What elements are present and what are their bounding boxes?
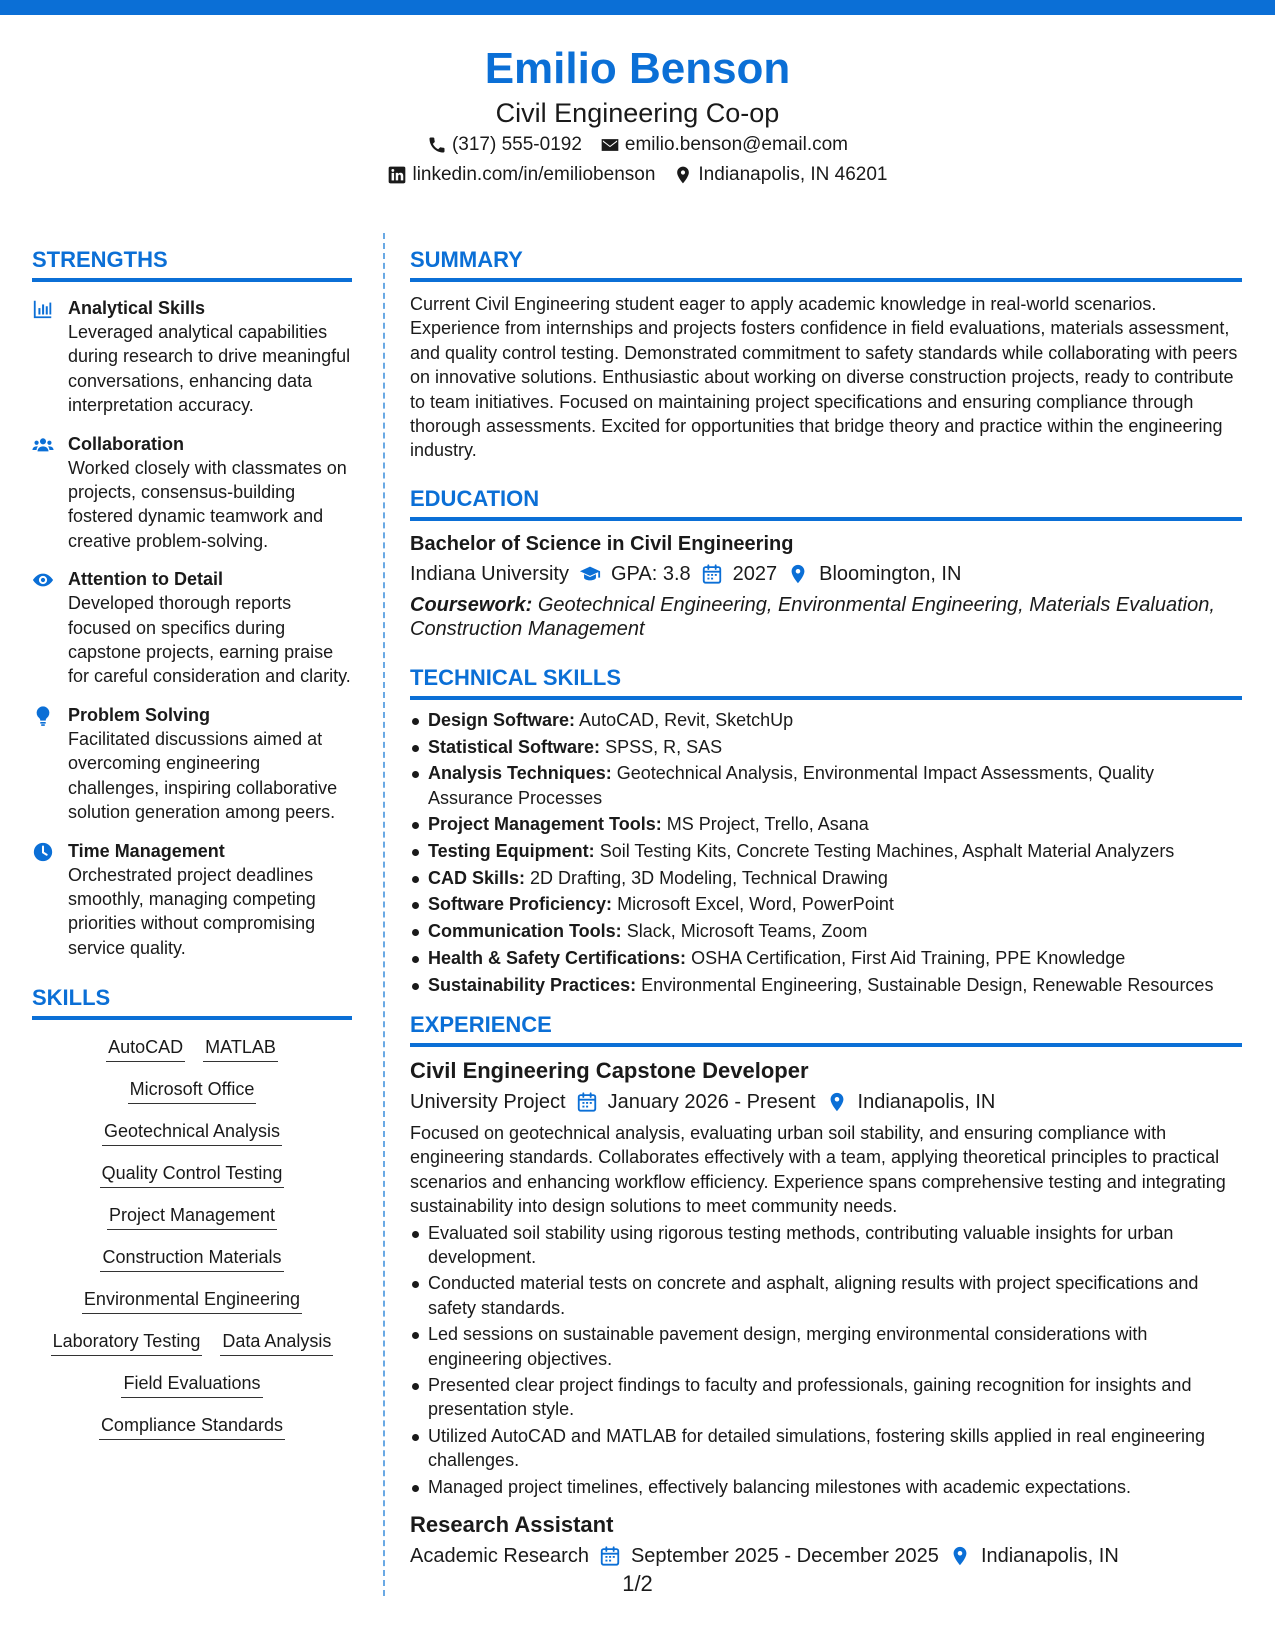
job-title: Civil Engineering Capstone Developer	[410, 1057, 809, 1083]
gpa-text: GPA: 3.8	[610, 562, 691, 585]
job-meta	[410, 1087, 1242, 1117]
skill-row	[51, 1330, 334, 1356]
location-contact	[673, 160, 887, 190]
strength-item	[32, 296, 352, 418]
graduation-year: 2027	[732, 562, 778, 585]
tech-skill-label: Project Management Tools:	[428, 814, 662, 835]
experience-heading: EXPERIENCE	[410, 1011, 1242, 1047]
skill-tag: Project Management	[107, 1204, 277, 1230]
tech-skill-value: Geotechnical Analysis, Environmental Impact Assessments, Quality Assurance Processes	[428, 763, 1154, 808]
calendar-icon	[701, 563, 723, 585]
skill-row	[100, 1162, 285, 1188]
map-pin-icon	[949, 1545, 971, 1567]
job-location: Indianapolis, IN	[857, 1090, 996, 1113]
strength-desc: Orchestrated project deadlines smoothly, managing competing priorities without compromising service quality.	[68, 864, 316, 958]
strength-desc: Facilitated discussions aimed at overcoming engineering challenges, inspiring collaborative solution generation among peers.	[68, 728, 338, 823]
users-icon	[32, 432, 54, 554]
strengths-heading: STRENGTHS	[32, 246, 352, 282]
skill-tag: Microsoft Office	[128, 1078, 257, 1104]
list-item: Led sessions on sustainable pavement design, merging environmental considerations with engineering objectives.	[410, 1322, 1242, 1371]
list-item: Presented clear project findings to faculty and professionals, gaining recognition for insights and presentation style.	[410, 1373, 1242, 1422]
page-number: 1/2	[622, 1571, 653, 1596]
tech-skill-label: Statistical Software:	[428, 736, 601, 757]
contact-row-2	[0, 160, 1275, 190]
map-pin-icon	[787, 563, 809, 585]
skill-tag: AutoCAD	[106, 1036, 185, 1062]
linkedin-contact	[387, 160, 655, 190]
skill-row	[82, 1288, 302, 1314]
skill-tag: Environmental Engineering	[82, 1288, 302, 1314]
technical-skills-list	[410, 708, 1242, 997]
strength-title: Analytical Skills	[68, 298, 206, 318]
phone-icon	[427, 135, 447, 155]
contact-row-1	[0, 130, 1275, 160]
job-dates: January 2026 - Present	[607, 1090, 816, 1113]
list-item	[410, 812, 1242, 836]
job-org: University Project	[410, 1090, 566, 1113]
calendar-icon	[576, 1091, 598, 1113]
job-meta	[410, 1541, 1242, 1571]
skills-heading: SKILLS	[32, 984, 352, 1020]
experience-section	[410, 1011, 1242, 1571]
technical-skills-heading: TECHNICAL SKILLS	[410, 664, 1242, 700]
list-item: Conducted material tests on concrete and asphalt, aligning results with project specifications and safety standards.	[410, 1271, 1242, 1320]
email-text[interactable]: emilio.benson@email.com	[624, 134, 849, 155]
strength-title: Collaboration	[68, 433, 184, 454]
linkedin-icon	[387, 165, 407, 185]
skill-tag: Quality Control Testing	[100, 1162, 285, 1188]
skill-tag: MATLAB	[203, 1036, 278, 1062]
strength-desc: Worked closely with classmates on projects, consensus-building fostered dynamic teamwork and creative problem-solving.	[68, 457, 347, 551]
job-org: Academic Research	[410, 1545, 589, 1568]
skill-row	[102, 1120, 282, 1146]
tech-skill-label: Testing Equipment:	[428, 841, 595, 862]
tech-skill-value: 2D Drafting, 3D Modeling, Technical Drawing	[530, 867, 888, 888]
lightbulb-icon	[32, 703, 54, 825]
strengths-list	[32, 296, 352, 960]
strength-item	[32, 432, 352, 554]
tech-skill-value: Slack, Microsoft Teams, Zoom	[626, 921, 868, 942]
strength-title: Attention to Detail	[68, 569, 223, 590]
job-title: Research Assistant	[410, 1512, 614, 1538]
tech-skill-value: MS Project, Trello, Asana	[666, 814, 869, 835]
tech-skill-label: CAD Skills:	[428, 867, 526, 888]
phone-contact	[427, 130, 582, 160]
job-bullets	[410, 1221, 1242, 1499]
skills-list	[32, 1036, 352, 1440]
skill-tag: Field Evaluations	[121, 1372, 262, 1398]
tech-skill-label: Analysis Techniques:	[428, 763, 612, 784]
job-entry	[410, 1057, 1242, 1499]
list-item	[410, 973, 1242, 997]
job-entry	[410, 1511, 1242, 1571]
skill-tag: Laboratory Testing	[51, 1330, 203, 1356]
summary-text: Current Civil Engineering student eager to apply academic knowledge in real-world scenarios. Experience from internships and projects fosters confidence in field evaluations, materials assessment, and quality control testing. Demonstrated commitment to safety standards while collaborating with peers on innovative solutions. Enthusiastic about working on diverse construction projects, ready to contribute to team initiatives. Focused on maintaining project specifications and ensuring compliance through thorough assessments. Excited for opportunities that bridge theory and practice within the engineering industry.	[410, 294, 1238, 461]
strength-item	[32, 839, 352, 961]
strength-item	[32, 567, 352, 689]
envelope-icon	[600, 135, 620, 155]
coursework-list: Geotechnical Engineering, Environmental Engineering, Materials Evaluation, Construction Management	[410, 593, 1215, 641]
eye-icon	[32, 567, 54, 689]
skill-row	[100, 1246, 283, 1272]
strength-item	[32, 703, 352, 825]
degree-title: Bachelor of Science in Civil Engineering	[410, 532, 794, 555]
bar-chart-icon	[32, 296, 54, 418]
skill-row	[107, 1204, 277, 1230]
list-item	[410, 919, 1242, 943]
map-pin-icon	[826, 1091, 848, 1113]
summary-heading: SUMMARY	[410, 246, 1242, 282]
right-column	[410, 246, 1242, 1571]
tech-skill-value: SPSS, R, SAS	[605, 736, 723, 757]
education-heading: EDUCATION	[410, 485, 1242, 521]
skill-tag: Data Analysis	[220, 1330, 333, 1356]
tech-skill-label: Design Software:	[428, 709, 576, 730]
clock-icon	[32, 839, 54, 961]
coursework	[410, 593, 1242, 642]
top-accent-bar	[0, 0, 1275, 15]
skill-tag: Construction Materials	[100, 1246, 283, 1272]
school-location: Bloomington, IN	[819, 562, 962, 585]
list-item	[410, 892, 1242, 916]
tech-skill-value: Soil Testing Kits, Concrete Testing Machines, Asphalt Material Analyzers	[599, 841, 1175, 862]
email-contact	[600, 130, 848, 160]
list-item	[410, 866, 1242, 890]
tech-skill-label: Sustainability Practices:	[428, 974, 637, 995]
strength-desc: Developed thorough reports focused on specifics during capstone projects, earning praise for careful consideration and clarity.	[68, 593, 351, 687]
strength-title: Problem Solving	[68, 704, 211, 725]
skill-row	[99, 1414, 285, 1440]
skill-row	[106, 1036, 278, 1062]
list-item: Managed project timelines, effectively balancing milestones with academic expectations.	[410, 1475, 1242, 1499]
tech-skill-label: Software Proficiency:	[428, 894, 613, 915]
skill-row	[121, 1372, 262, 1398]
candidate-title: Civil Engineering Co-op	[495, 98, 780, 128]
linkedin-text[interactable]: linkedin.com/in/emiliobenson	[412, 164, 656, 185]
education-meta	[410, 559, 1242, 589]
strength-title: Time Management	[68, 840, 225, 861]
skills-section	[32, 984, 352, 1440]
tech-skill-value: Microsoft Excel, Word, PowerPoint	[617, 894, 894, 915]
education-section	[410, 485, 1242, 642]
list-item	[410, 946, 1242, 970]
school-name: Indiana University	[410, 562, 569, 585]
list-item: Utilized AutoCAD and MATLAB for detailed simulations, fostering skills applied in real engineering challenges.	[410, 1424, 1242, 1473]
job-location: Indianapolis, IN	[980, 1545, 1119, 1568]
list-item	[410, 735, 1242, 759]
list-item	[410, 839, 1242, 863]
list-item: Evaluated soil stability using rigorous testing methods, contributing valuable insights for urban development.	[410, 1221, 1242, 1270]
list-item	[410, 708, 1242, 732]
skill-tag: Geotechnical Analysis	[102, 1120, 282, 1146]
skill-row	[128, 1078, 257, 1104]
location-text: Indianapolis, IN 46201	[698, 164, 888, 185]
calendar-icon	[599, 1545, 621, 1567]
skill-tag: Compliance Standards	[99, 1414, 285, 1440]
strength-desc: Leveraged analytical capabilities during research to drive meaningful conversations, enhancing data interpretation accuracy.	[68, 322, 351, 416]
job-dates: September 2025 - December 2025	[630, 1545, 939, 1568]
coursework-label: Coursework:	[410, 593, 533, 616]
column-divider	[383, 233, 385, 1596]
job-description: Focused on geotechnical analysis, evaluating urban soil stability, and ensuring compliance with engineering standards. Collaborates effectively with a team, applying theoretical principles to practical scenarios and enhancing workflow efficiency. Experience spans comprehensive testing and integrating sustainability into design solutions to meet community needs.	[410, 1122, 1226, 1217]
tech-skill-label: Health & Safety Certifications:	[428, 947, 687, 968]
tech-skill-value: Environmental Engineering, Sustainable Design, Renewable Resources	[641, 974, 1214, 995]
resume-header	[0, 40, 1275, 190]
tech-skill-value: AutoCAD, Revit, SketchUp	[579, 709, 794, 730]
tech-skill-value: OSHA Certification, First Aid Training, PPE Knowledge	[691, 947, 1126, 968]
phone-text[interactable]: (317) 555-0192	[451, 134, 582, 155]
candidate-name: Emilio Benson	[484, 44, 791, 93]
map-pin-icon	[673, 165, 693, 185]
technical-skills-section	[410, 664, 1242, 997]
left-column	[32, 246, 352, 1440]
tech-skill-label: Communication Tools:	[428, 921, 622, 942]
list-item	[410, 761, 1242, 810]
graduation-cap-icon	[579, 563, 601, 585]
